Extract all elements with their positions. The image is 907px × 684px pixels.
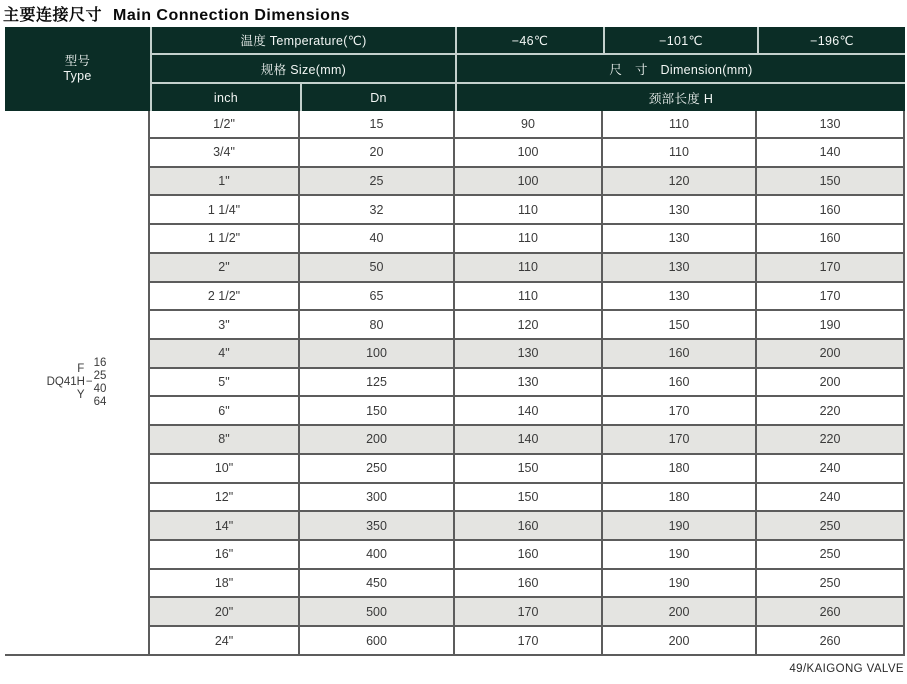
cell-inch: 2 1/2" — [149, 282, 299, 311]
cell-h101: 150 — [602, 310, 756, 339]
table-row — [149, 626, 904, 655]
table-row — [149, 454, 904, 483]
cell-inch: 10" — [149, 454, 299, 483]
cell-inch: 6" — [149, 396, 299, 425]
cell-h46: 130 — [454, 339, 602, 368]
cell-h196: 260 — [756, 626, 904, 655]
cell-dn: 200 — [299, 425, 454, 454]
header-neck-length: 颈部长度 H — [457, 84, 905, 111]
type-column — [5, 111, 148, 656]
cell-inch: 1/2" — [149, 111, 299, 138]
cell-h196: 200 — [756, 339, 904, 368]
type-numbers: 16 25 40 64 — [93, 356, 107, 408]
cell-h101: 190 — [602, 540, 756, 569]
cell-h46: 100 — [454, 167, 602, 196]
cell-inch: 2" — [149, 253, 299, 282]
cell-h196: 240 — [756, 454, 904, 483]
cell-h196: 240 — [756, 483, 904, 512]
header-temp-minus196: −196℃ — [759, 27, 905, 53]
table-body-section — [5, 111, 905, 656]
cell-h46: 150 — [454, 454, 602, 483]
cell-dn: 400 — [299, 540, 454, 569]
cell-h101: 130 — [602, 195, 756, 224]
type-letters: F H Y — [76, 363, 85, 401]
cell-inch: 1 1/2" — [149, 224, 299, 253]
cell-dn: 65 — [299, 282, 454, 311]
cell-h46: 110 — [454, 253, 602, 282]
header-temperature: 温度 Temperature(℃) — [152, 27, 455, 53]
cell-h46: 170 — [454, 626, 602, 655]
table-row — [149, 339, 904, 368]
cell-h46: 160 — [454, 569, 602, 598]
page-title-zh: 主要连接尺寸 — [3, 7, 103, 24]
dimension-table-body — [149, 111, 904, 655]
cell-h196: 160 — [756, 224, 904, 253]
table-row — [149, 368, 904, 397]
cell-inch: 20" — [149, 597, 299, 626]
cell-dn: 125 — [299, 368, 454, 397]
cell-h196: 150 — [756, 167, 904, 196]
cell-h101: 200 — [602, 626, 756, 655]
cell-h196: 140 — [756, 138, 904, 167]
cell-h196: 170 — [756, 282, 904, 311]
cell-h196: 130 — [756, 111, 904, 138]
cell-h101: 160 — [602, 339, 756, 368]
cell-dn: 150 — [299, 396, 454, 425]
cell-h46: 110 — [454, 224, 602, 253]
cell-h196: 250 — [756, 511, 904, 540]
cell-h46: 120 — [454, 310, 602, 339]
cell-dn: 300 — [299, 483, 454, 512]
valve-type-label — [47, 357, 107, 409]
cell-h196: 250 — [756, 540, 904, 569]
cell-h196: 200 — [756, 368, 904, 397]
type-dash: − — [85, 376, 93, 388]
cell-h101: 170 — [602, 425, 756, 454]
cell-h196: 220 — [756, 396, 904, 425]
cell-inch: 4" — [149, 339, 299, 368]
cell-h196: 250 — [756, 569, 904, 598]
cell-h101: 200 — [602, 597, 756, 626]
cell-inch: 3" — [149, 310, 299, 339]
table-row — [149, 569, 904, 598]
header-inch: inch — [152, 84, 300, 111]
page-footer: 49/KAIGONG VALVE — [789, 663, 904, 675]
cell-dn: 80 — [299, 310, 454, 339]
cell-h101: 130 — [602, 224, 756, 253]
cell-h101: 190 — [602, 511, 756, 540]
cell-h101: 110 — [602, 138, 756, 167]
cell-inch: 5" — [149, 368, 299, 397]
cell-h101: 180 — [602, 454, 756, 483]
header-temp-minus46: −46℃ — [457, 27, 603, 53]
header-dn: Dn — [302, 84, 455, 111]
header-type-en: Type — [63, 69, 92, 83]
cell-h46: 150 — [454, 483, 602, 512]
table-row — [149, 597, 904, 626]
cell-h101: 130 — [602, 282, 756, 311]
cell-inch: 1 1/4" — [149, 195, 299, 224]
cell-h101: 190 — [602, 569, 756, 598]
table-row — [149, 195, 904, 224]
cell-h46: 110 — [454, 282, 602, 311]
table-header — [5, 27, 905, 111]
page-title-en: Main Connection Dimensions — [113, 7, 351, 24]
table-row — [149, 396, 904, 425]
cell-dn: 500 — [299, 597, 454, 626]
table-row — [149, 483, 904, 512]
cell-dn: 450 — [299, 569, 454, 598]
cell-h46: 160 — [454, 540, 602, 569]
cell-h46: 90 — [454, 111, 602, 138]
cell-dn: 32 — [299, 195, 454, 224]
cell-h196: 170 — [756, 253, 904, 282]
cell-dn: 50 — [299, 253, 454, 282]
cell-dn: 350 — [299, 511, 454, 540]
header-type — [5, 27, 150, 111]
cell-h46: 110 — [454, 195, 602, 224]
table-row — [149, 310, 904, 339]
cell-dn: 600 — [299, 626, 454, 655]
cell-dn: 20 — [299, 138, 454, 167]
cell-dn: 15 — [299, 111, 454, 138]
cell-h101: 130 — [602, 253, 756, 282]
table-row — [149, 282, 904, 311]
table-row — [149, 425, 904, 454]
cell-inch: 14" — [149, 511, 299, 540]
cell-dn: 40 — [299, 224, 454, 253]
header-size: 规格 Size(mm) — [152, 55, 455, 82]
cell-inch: 8" — [149, 425, 299, 454]
dimension-table — [148, 111, 905, 656]
header-type-zh: 型号 — [64, 54, 91, 68]
header-temp-minus101: −101℃ — [605, 27, 757, 53]
cell-h46: 130 — [454, 368, 602, 397]
cell-dn: 250 — [299, 454, 454, 483]
header-dimension: 尺 寸 Dimension(mm) — [457, 55, 905, 82]
cell-h101: 170 — [602, 396, 756, 425]
cell-h46: 160 — [454, 511, 602, 540]
table-row — [149, 224, 904, 253]
table-row — [149, 138, 904, 167]
cell-h101: 180 — [602, 483, 756, 512]
cell-inch: 18" — [149, 569, 299, 598]
type-prefix: DQ41 — [46, 376, 77, 388]
cell-h196: 260 — [756, 597, 904, 626]
cell-dn: 100 — [299, 339, 454, 368]
cell-h196: 190 — [756, 310, 904, 339]
cell-h101: 120 — [602, 167, 756, 196]
table-row — [149, 540, 904, 569]
table-row — [149, 111, 904, 138]
page-title — [3, 2, 350, 25]
cell-h46: 140 — [454, 425, 602, 454]
cell-h46: 100 — [454, 138, 602, 167]
cell-h46: 170 — [454, 597, 602, 626]
table-row — [149, 511, 904, 540]
cell-h101: 160 — [602, 368, 756, 397]
table-row — [149, 253, 904, 282]
cell-h196: 220 — [756, 425, 904, 454]
cell-inch: 1" — [149, 167, 299, 196]
cell-h101: 110 — [602, 111, 756, 138]
cell-h196: 160 — [756, 195, 904, 224]
cell-dn: 25 — [299, 167, 454, 196]
cell-inch: 24" — [149, 626, 299, 655]
cell-h46: 140 — [454, 396, 602, 425]
cell-inch: 3/4" — [149, 138, 299, 167]
table-row — [149, 167, 904, 196]
cell-inch: 12" — [149, 483, 299, 512]
cell-inch: 16" — [149, 540, 299, 569]
